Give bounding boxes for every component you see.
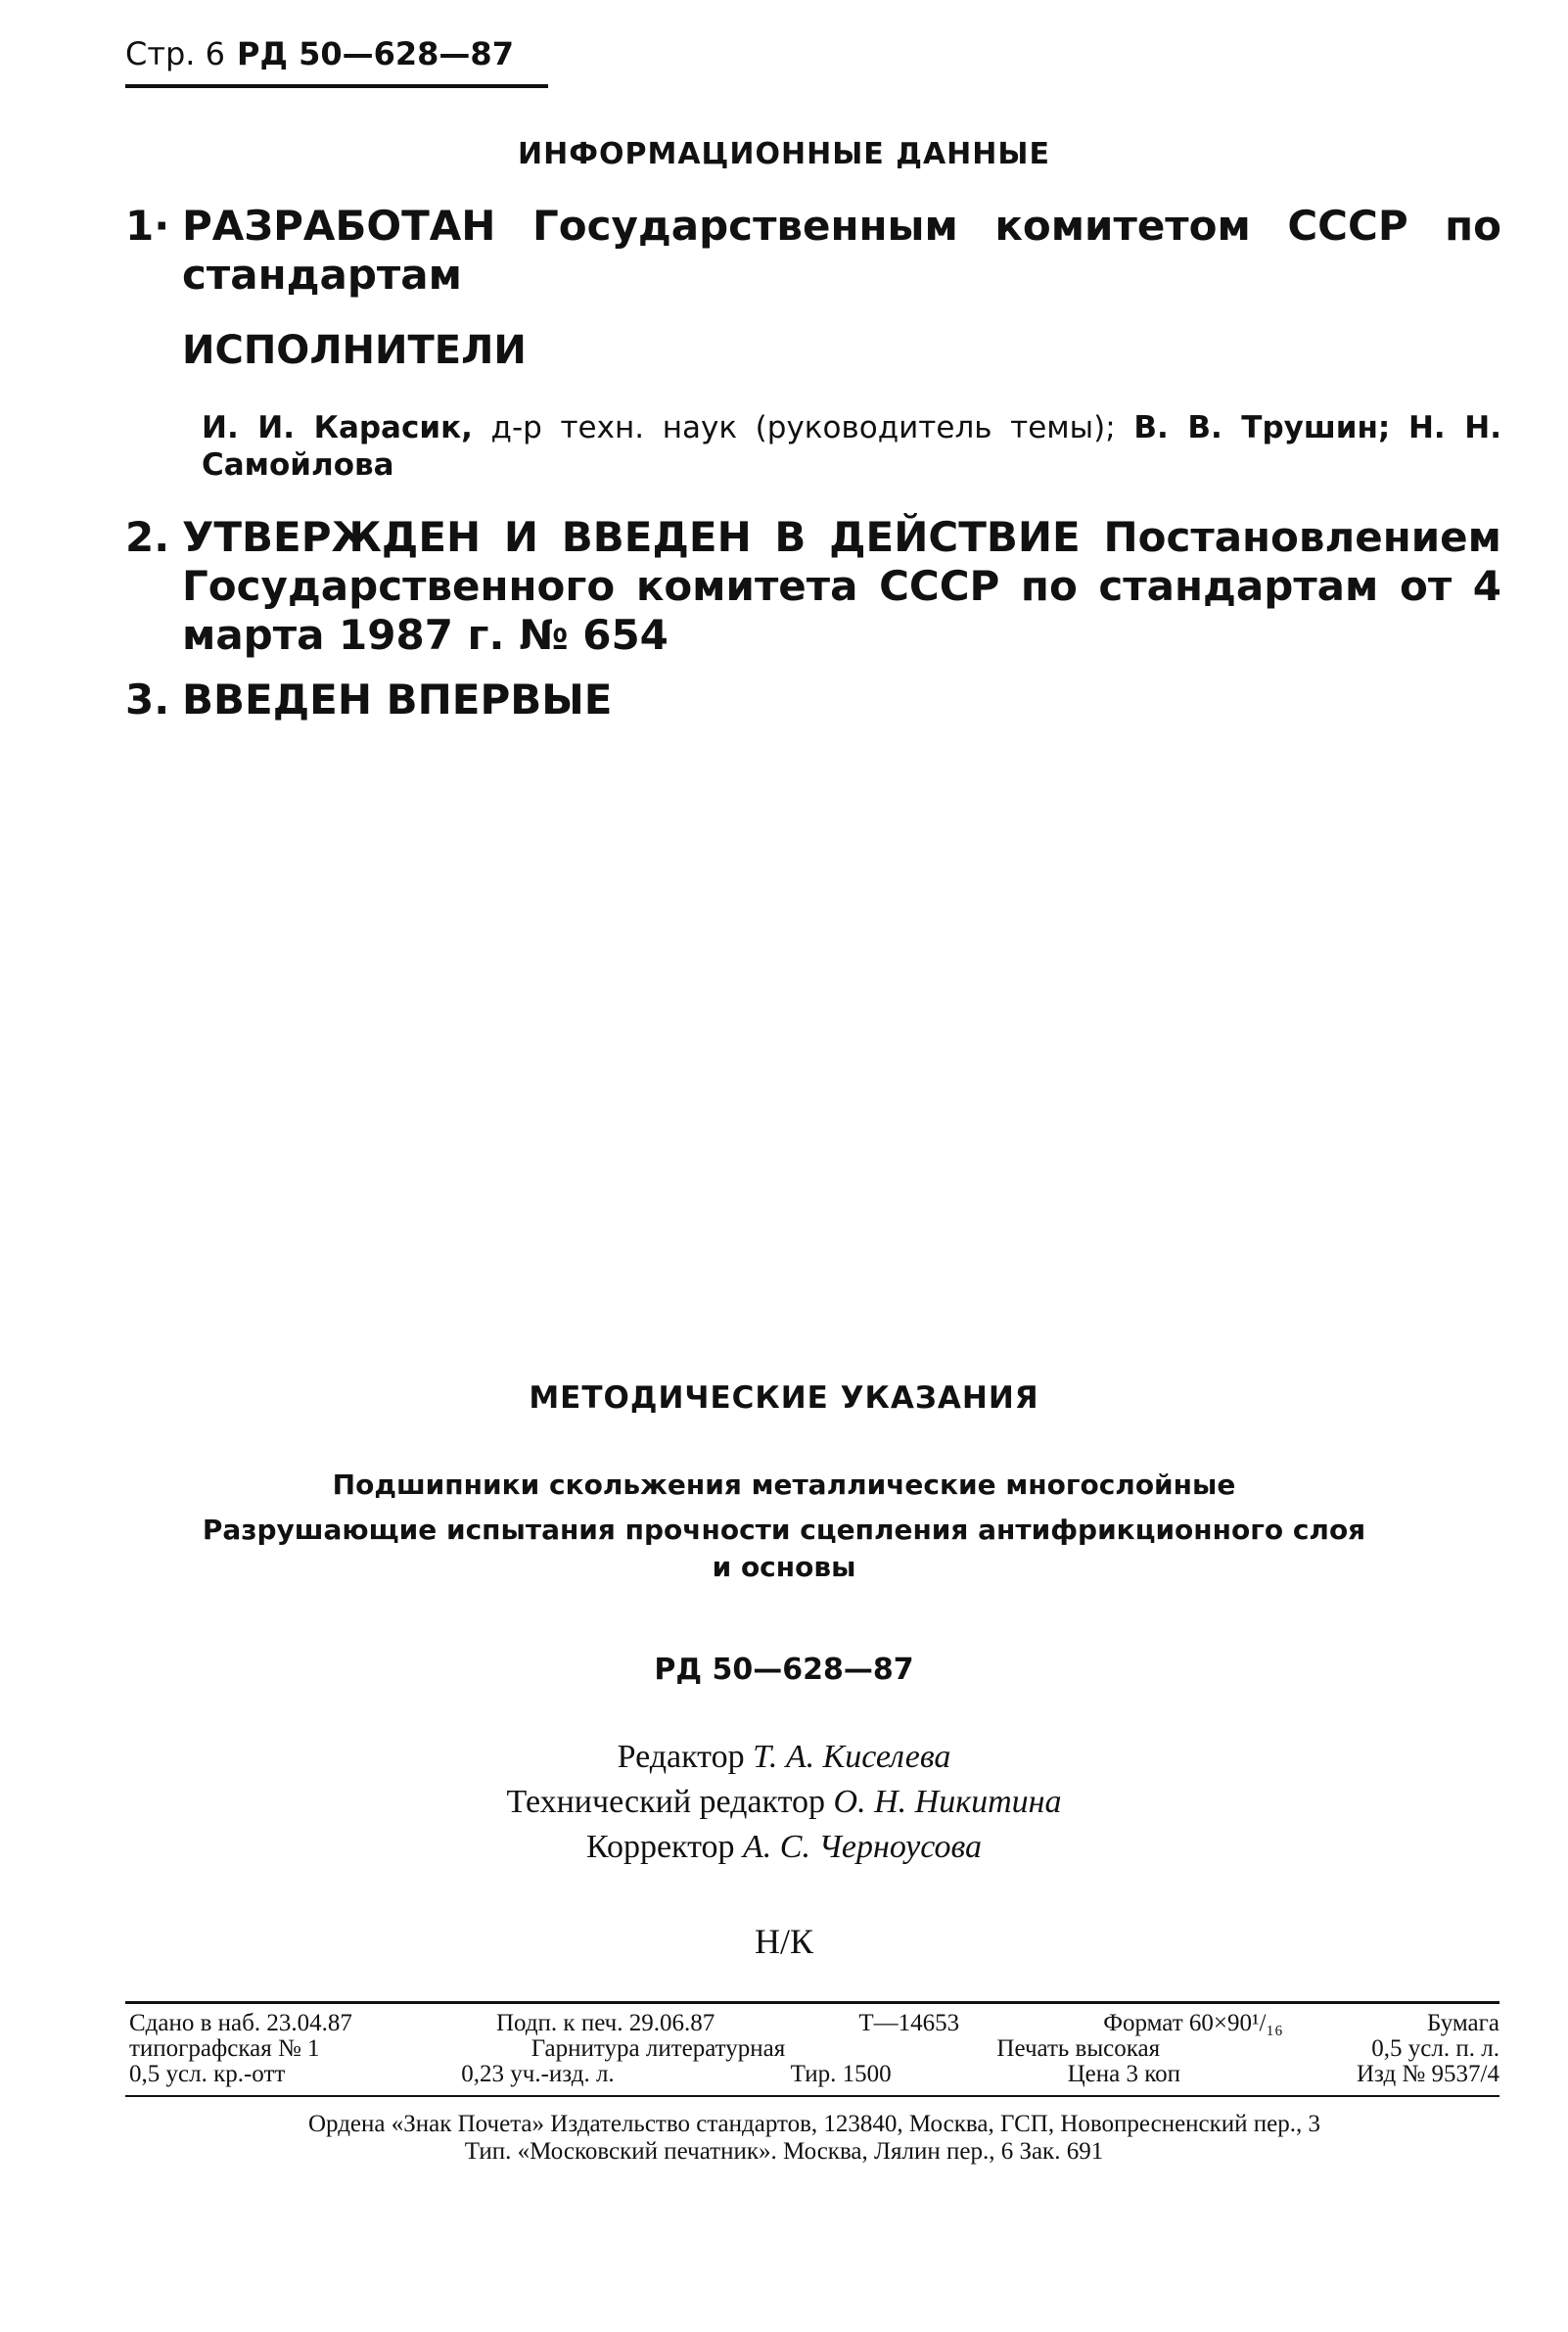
- item-2-text: [182, 513, 1501, 660]
- item-2-body: Постановлением Государственного комитета СССР по стандартам от 4 марта 1987 г. № 654: [182, 513, 1501, 659]
- editor-role: Редактор: [617, 1739, 745, 1775]
- item-1-lead: РАЗРАБОТАН: [182, 202, 496, 250]
- pub-cell: 0,23 уч.-изд. л.: [461, 2061, 615, 2087]
- executor-1-name: И. И. Карасик,: [202, 410, 473, 445]
- document-type-title: МЕТОДИЧЕСКИЕ УКАЗАНИЯ: [529, 1380, 1039, 1416]
- corrector-name: А. С. Черноусова: [743, 1829, 983, 1865]
- item-3-text: ВВЕДЕН ВПЕРВЫЕ: [182, 676, 613, 723]
- header-rule: [125, 84, 548, 88]
- technical-editor-role: Технический редактор: [506, 1784, 826, 1820]
- item-1-text: [182, 202, 1501, 300]
- publication-row-3: [129, 2062, 1499, 2087]
- header-doc-code: РД 50—628—87: [237, 35, 514, 72]
- editor-name: Т. А. Киселева: [753, 1739, 951, 1775]
- document-subtitle-line-3: и основы: [712, 1551, 856, 1583]
- publisher-line: Ордена «Знак Почета» Издательство стандартов, 123840, Москва, ГСП, Новопресненский пер., 3: [307, 2111, 1321, 2137]
- executors-title: ИСПОЛНИТЕЛИ: [182, 328, 527, 373]
- pub-cell: Формат 60×90¹/₁₆: [1103, 2010, 1283, 2036]
- executors-list: [202, 409, 1501, 484]
- pub-cell: Печать высокая: [996, 2035, 1161, 2062]
- document-subtitle-line-1: Подшипники скольжения металлические многослойные: [332, 1469, 1236, 1501]
- credit-technical-editor: [0, 1784, 1568, 1821]
- pub-cell: Т—14653: [858, 2010, 960, 2036]
- pub-cell: Гарнитура литературная: [530, 2035, 786, 2062]
- page-number-label: Стр. 6: [125, 35, 225, 72]
- technical-editor-name: О. Н. Никитина: [833, 1784, 1062, 1820]
- publication-row-1: [129, 2011, 1499, 2036]
- pub-cell: Тир. 1500: [790, 2061, 892, 2087]
- publication-rule-bottom: [125, 2095, 1499, 2097]
- document-subtitle-line-2: Разрушающие испытания прочности сцепления антифрикционного слоя: [202, 1514, 1366, 1546]
- document-code: РД 50—628—87: [654, 1653, 914, 1687]
- pub-cell: Изд № 9537/4: [1356, 2061, 1499, 2087]
- item-2-number: 2.: [125, 513, 170, 561]
- item-2-lead: УТВЕРЖДЕН И ВВЕДЕН В ДЕЙСТВИЕ: [182, 513, 1081, 561]
- item-1-body: Государственным комитетом СССР по стандартам: [182, 202, 1501, 299]
- pub-cell: Сдано в наб. 23.04.87: [129, 2010, 352, 2036]
- executor-1-role: д-р техн. наук (руководитель темы);: [490, 410, 1116, 445]
- pub-cell: 0,5 усл. п. л.: [1371, 2035, 1499, 2062]
- pub-cell: Бумага: [1426, 2010, 1499, 2036]
- pub-cell: Подп. к печ. 29.06.87: [495, 2010, 715, 2036]
- corrector-role: Корректор: [585, 1829, 735, 1865]
- printer-line: Тип. «Московский печатник». Москва, Лялин пер., 6 Зак. 691: [464, 2138, 1104, 2165]
- publication-row-2: [129, 2036, 1499, 2062]
- executor-3-name: Н. Н. Самойлова: [202, 410, 1501, 483]
- executor-2-name: В. В. Трушин;: [1133, 410, 1391, 445]
- item-1-number: 1·: [125, 202, 170, 250]
- credit-editor: [0, 1739, 1568, 1776]
- pub-cell: Цена 3 коп: [1067, 2061, 1181, 2087]
- item-3-number: 3.: [125, 676, 170, 723]
- pub-cell: типографская № 1: [129, 2035, 320, 2062]
- credit-corrector: [0, 1829, 1568, 1866]
- nk-mark: Н/К: [754, 1922, 813, 1961]
- page-header: [125, 35, 514, 72]
- info-section-title: ИНФОРМАЦИОННЫЕ ДАННЫЕ: [518, 137, 1050, 171]
- publication-rule-top: [125, 2001, 1499, 2004]
- pub-cell: 0,5 усл. кр.-отт: [129, 2061, 286, 2087]
